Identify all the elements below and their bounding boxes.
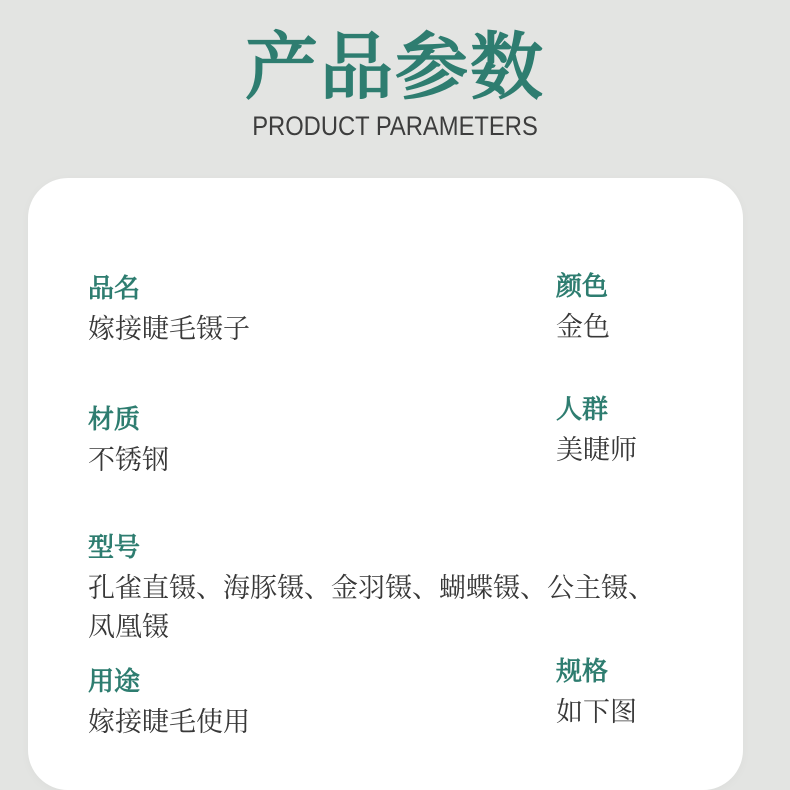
field-product-name-label: 品名 <box>88 273 141 303</box>
field-spec-value: 如下图 <box>556 697 637 727</box>
parameters-card <box>28 178 743 790</box>
field-product-name-value: 嫁接睫毛镊子 <box>88 314 250 344</box>
field-audience-value: 美睫师 <box>556 435 637 465</box>
field-usage-value: 嫁接睫毛使用 <box>88 707 250 737</box>
page-title: 产品参数 <box>245 27 545 108</box>
field-usage <box>88 664 250 742</box>
field-spec <box>556 654 637 732</box>
field-product-name <box>88 271 250 349</box>
page-subtitle: PRODUCT PARAMETERS <box>252 111 538 141</box>
field-model-value: 孔雀直镊、海豚镊、金羽镊、蝴蝶镊、公主镊、凤凰镊 <box>88 573 655 642</box>
field-color-label: 颜色 <box>556 271 609 301</box>
field-audience-label: 人群 <box>556 394 609 424</box>
page-header <box>0 0 790 140</box>
field-audience <box>556 392 637 470</box>
field-color <box>556 269 610 347</box>
field-color-value: 金色 <box>556 312 610 342</box>
field-material <box>88 402 169 480</box>
field-usage-label: 用途 <box>88 666 141 696</box>
field-model <box>88 530 673 647</box>
field-spec-label: 规格 <box>556 656 609 686</box>
field-material-label: 材质 <box>88 404 141 434</box>
field-material-value: 不锈钢 <box>88 445 169 475</box>
field-model-label: 型号 <box>88 532 141 562</box>
